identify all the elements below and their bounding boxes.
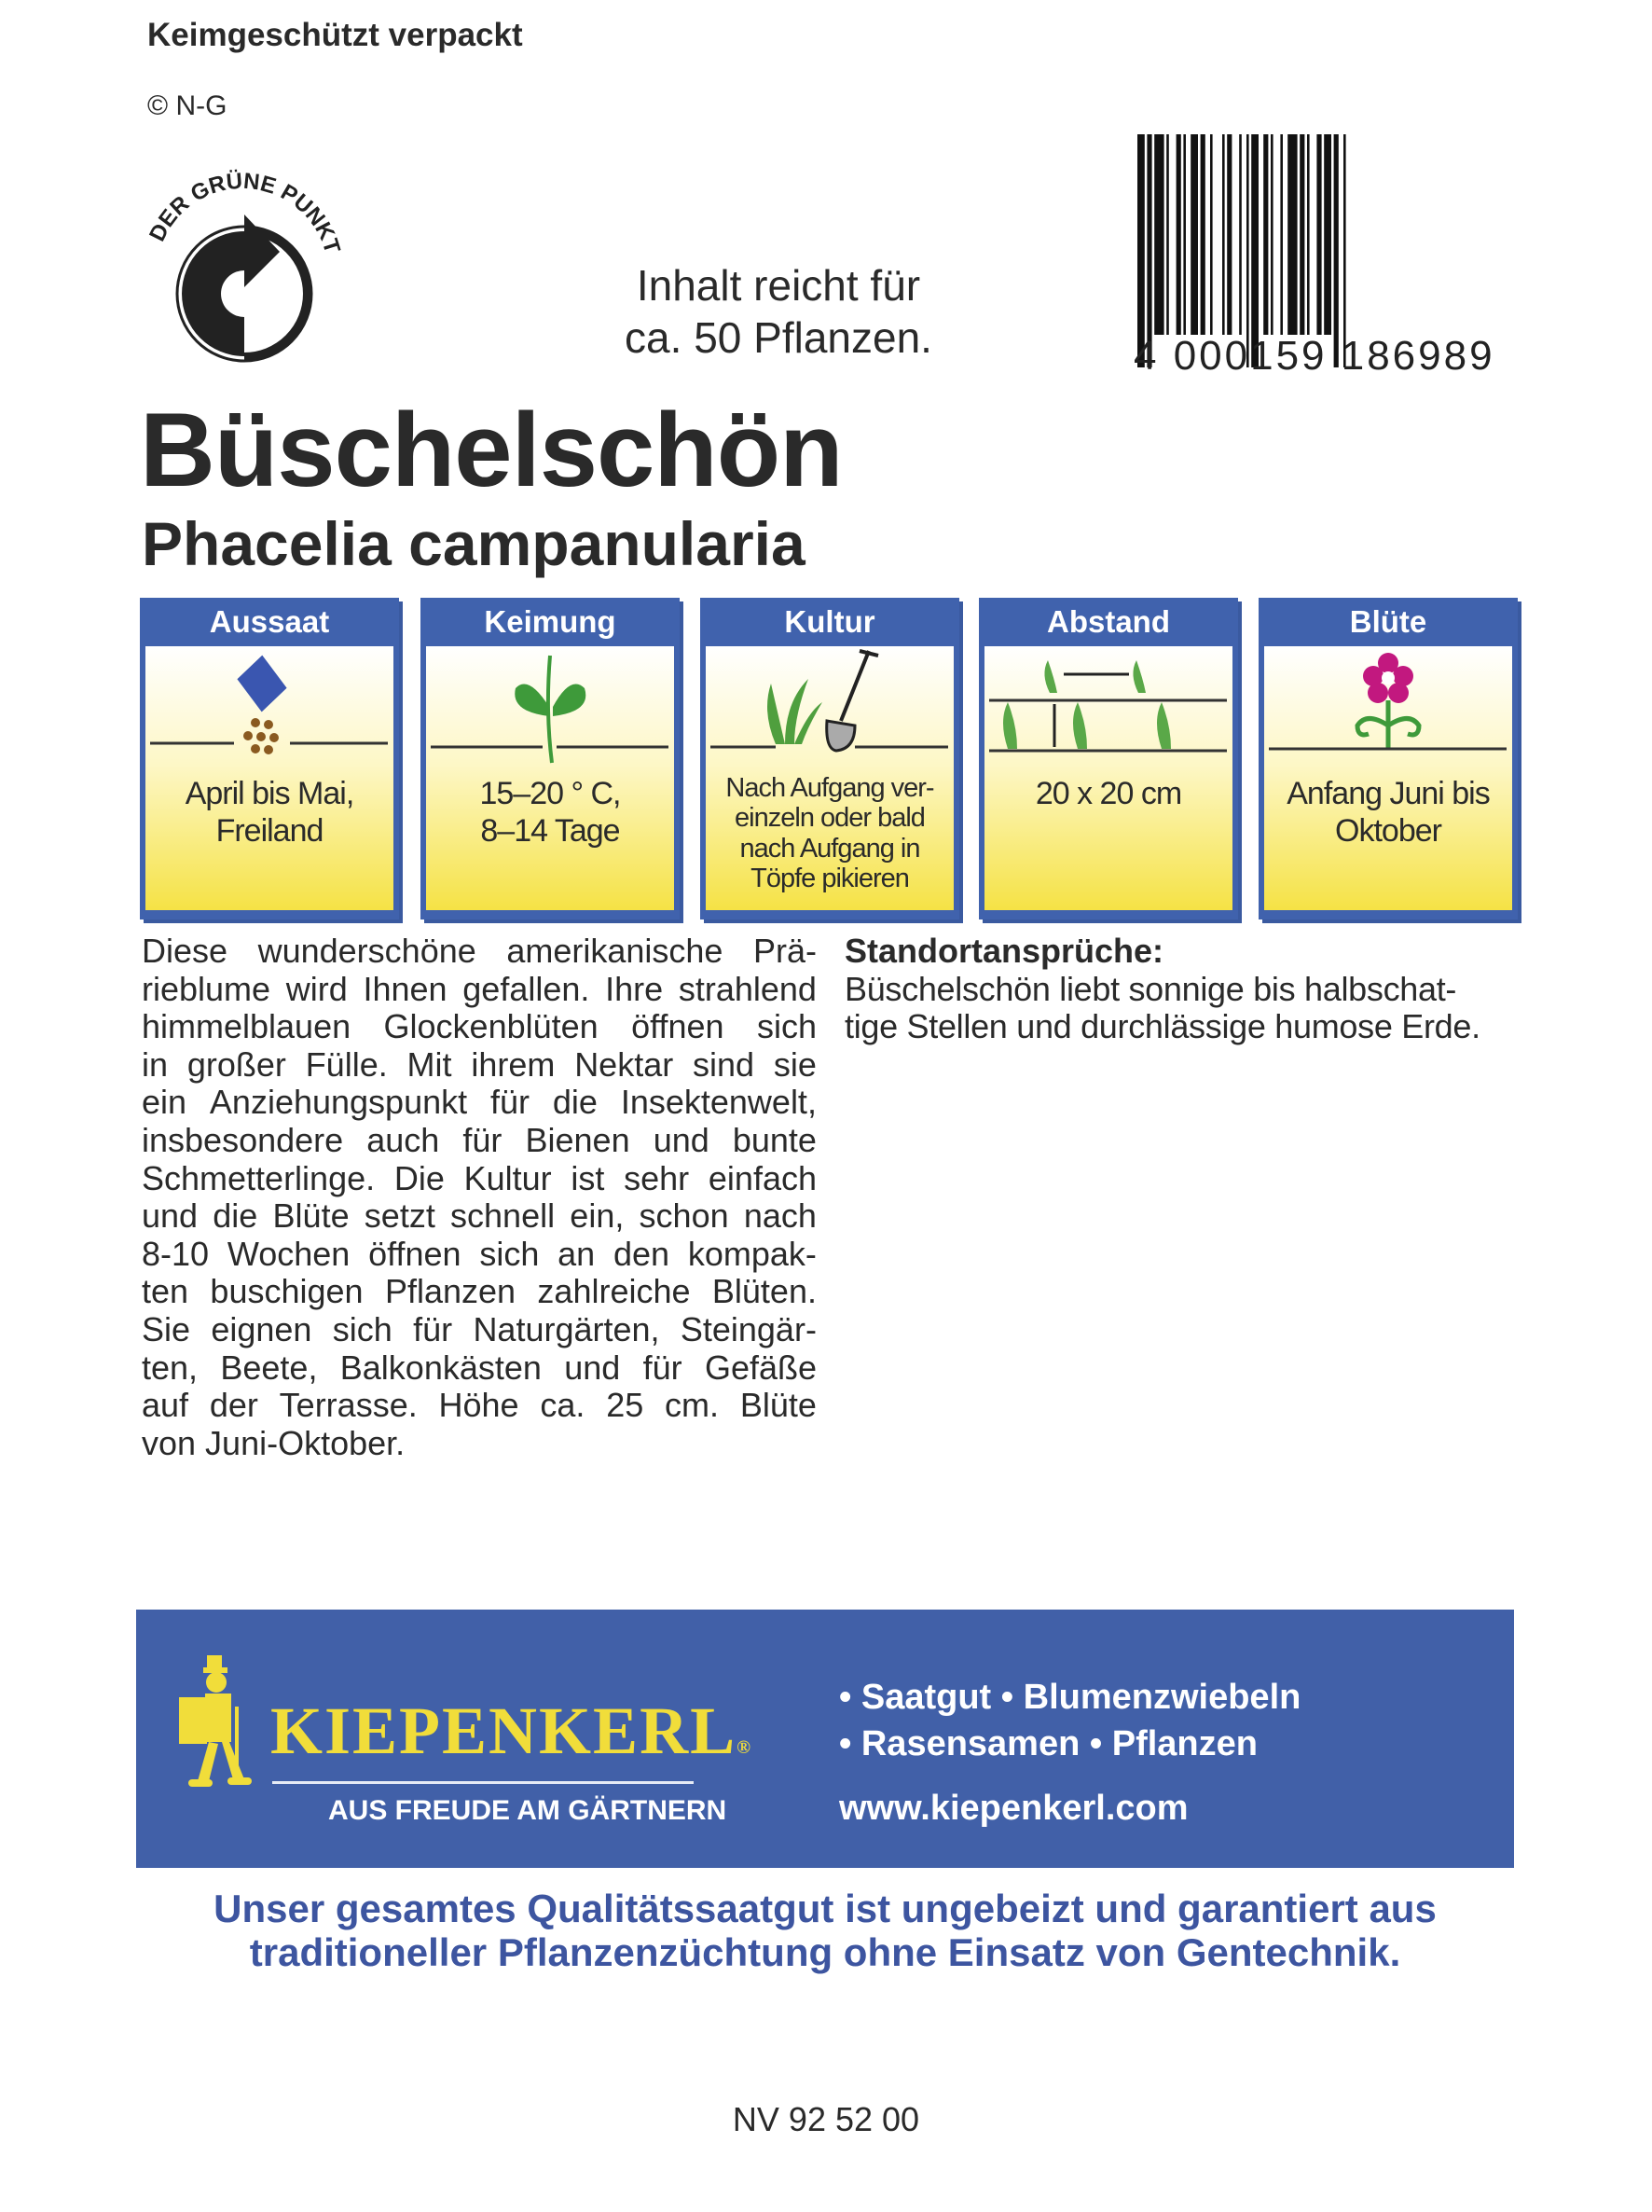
product-category-line: • Saatgut • Blumenzwiebeln	[839, 1678, 1301, 1717]
location-line: Büschelschön liebt sonnige bis halbschat-	[845, 969, 1457, 1008]
description-line: von Juni-Oktober.	[142, 1423, 406, 1462]
slogan-line: traditioneller Pflanzenzüchtung ohne Einsatz von Gentechnik.	[249, 1930, 1401, 1974]
description-line: in großer Fülle. Mit ihrem Nektar sind sie	[142, 1044, 817, 1084]
barcode-bar	[1166, 134, 1169, 335]
flower-icon	[1264, 646, 1512, 767]
card-text: Anfang Juni bis Oktober	[1287, 776, 1490, 850]
description-line: Diese wunderschöne amerikanische Prä-	[142, 932, 817, 970]
website-link[interactable]: www.kiepenkerl.com	[839, 1789, 1189, 1828]
description-line: Sie eignen sich für Naturgärten, Steingär-	[142, 1309, 817, 1348]
description-line: ten buschigen Pflanzen zahlreiche Blüten.	[142, 1272, 817, 1311]
info-card-kultur	[700, 598, 959, 919]
barcode-bar	[1227, 134, 1232, 335]
barcode-bar	[1316, 134, 1321, 335]
brand-divider	[272, 1781, 694, 1784]
svg-text:DER GRÜNE PUNKT: DER GRÜNE PUNKT	[145, 168, 345, 257]
description-line: und die Blüte setzt schnell ein, schon nach	[142, 1196, 817, 1236]
barcode	[1134, 134, 1507, 377]
kiepenkerl-mascot-icon	[179, 1651, 272, 1790]
description-line: auf der Terrasse. Höhe ca. 25 cm. Blüte	[142, 1386, 817, 1425]
card-text: 15–20 ° C, 8–14 Tage	[479, 776, 621, 850]
info-card-bluete	[1259, 598, 1518, 919]
spade-plants-icon	[706, 646, 954, 767]
barcode-bar	[1271, 134, 1273, 335]
packaging-note: Keimgeschützt verpackt	[147, 17, 523, 53]
brand-tagline: AUS FREUDE AM GÄRTNERN	[328, 1795, 727, 1826]
description-line: rieblume wird Ihnen gefallen. Ihre strahlend	[142, 969, 817, 1008]
brand-logo	[270, 1693, 752, 1770]
description-line: himmelblauen Glockenblüten öffnen sich	[142, 1007, 817, 1046]
card-title: Keimung	[484, 604, 616, 639]
description	[142, 933, 817, 1462]
location-requirements	[845, 933, 1520, 1046]
barcode-bar	[1307, 134, 1310, 335]
description-line: 8-10 Wochen öffnen sich an den kompak-	[142, 1234, 817, 1273]
barcode-bar	[1239, 134, 1242, 335]
content-note-line: ca. 50 Pflanzen.	[625, 313, 932, 363]
location-line: tige Stellen und durchlässige humose Erde.	[845, 1007, 1480, 1046]
card-title: Aussaat	[209, 604, 330, 639]
barcode-bar	[1201, 134, 1205, 335]
article-number: NV 92 52 00	[732, 2100, 920, 2138]
location-heading: Standortansprüche:	[845, 932, 1164, 970]
slogan-line: Unser gesamtes Qualitätssaatgut ist ungebeizt und garantiert aus	[213, 1887, 1437, 1930]
card-text: 20 x 20 cm	[1035, 776, 1182, 811]
info-card-keimung	[420, 598, 680, 919]
card-text: Nach Aufgang ver- einzeln oder bald nach Aufgang in Töpfe pikieren	[725, 773, 934, 894]
barcode-bar	[1300, 134, 1304, 335]
barcode-bar	[1210, 134, 1213, 335]
card-text: April bis Mai, Freiland	[185, 776, 354, 850]
info-card-aussaat	[140, 598, 399, 919]
quality-slogan	[136, 1887, 1514, 1974]
green-dot-logo	[140, 168, 345, 368]
card-title: Kultur	[784, 604, 875, 639]
barcode-bar	[1287, 134, 1297, 335]
barcode-bar	[1177, 134, 1181, 335]
description-line: ten, Beete, Balkonkästen und für Gefäße	[142, 1348, 817, 1387]
seedling-icon	[426, 646, 674, 767]
barcode-number: 4 000159 186989	[1134, 333, 1495, 377]
registered-mark: ®	[737, 1737, 753, 1758]
description-line: Schmetterlinge. Die Kultur ist sehr einfach	[142, 1158, 817, 1197]
product-category-line: • Rasensamen • Pflanzen	[839, 1724, 1258, 1763]
content-note	[597, 259, 960, 364]
seed-packet-icon	[145, 646, 393, 767]
product-categories	[839, 1674, 1301, 1767]
info-card-abstand	[979, 598, 1238, 919]
card-title: Abstand	[1047, 604, 1170, 639]
latin-name: Phacelia campanularia	[142, 509, 805, 578]
barcode-bar	[1280, 134, 1283, 335]
barcode-bar	[1154, 134, 1163, 335]
barcode-bar	[1324, 134, 1331, 335]
barcode-bar	[1183, 134, 1186, 335]
barcode-bar	[1191, 134, 1198, 335]
brand-name: KIEPENKERL	[270, 1694, 737, 1768]
barcode-bar	[1263, 134, 1268, 335]
description-line: insbesondere auch für Bienen und bunte	[142, 1120, 817, 1159]
barcode-bar	[1222, 134, 1225, 335]
product-name: Büschelschön	[140, 392, 843, 508]
content-note-line: Inhalt reicht für	[636, 261, 921, 310]
description-line: ein Anziehungspunkt für die Insektenwelt,	[142, 1083, 817, 1122]
plant-spacing-icon	[984, 646, 1232, 767]
copyright: © N-G	[147, 90, 227, 121]
card-title: Blüte	[1349, 604, 1427, 639]
